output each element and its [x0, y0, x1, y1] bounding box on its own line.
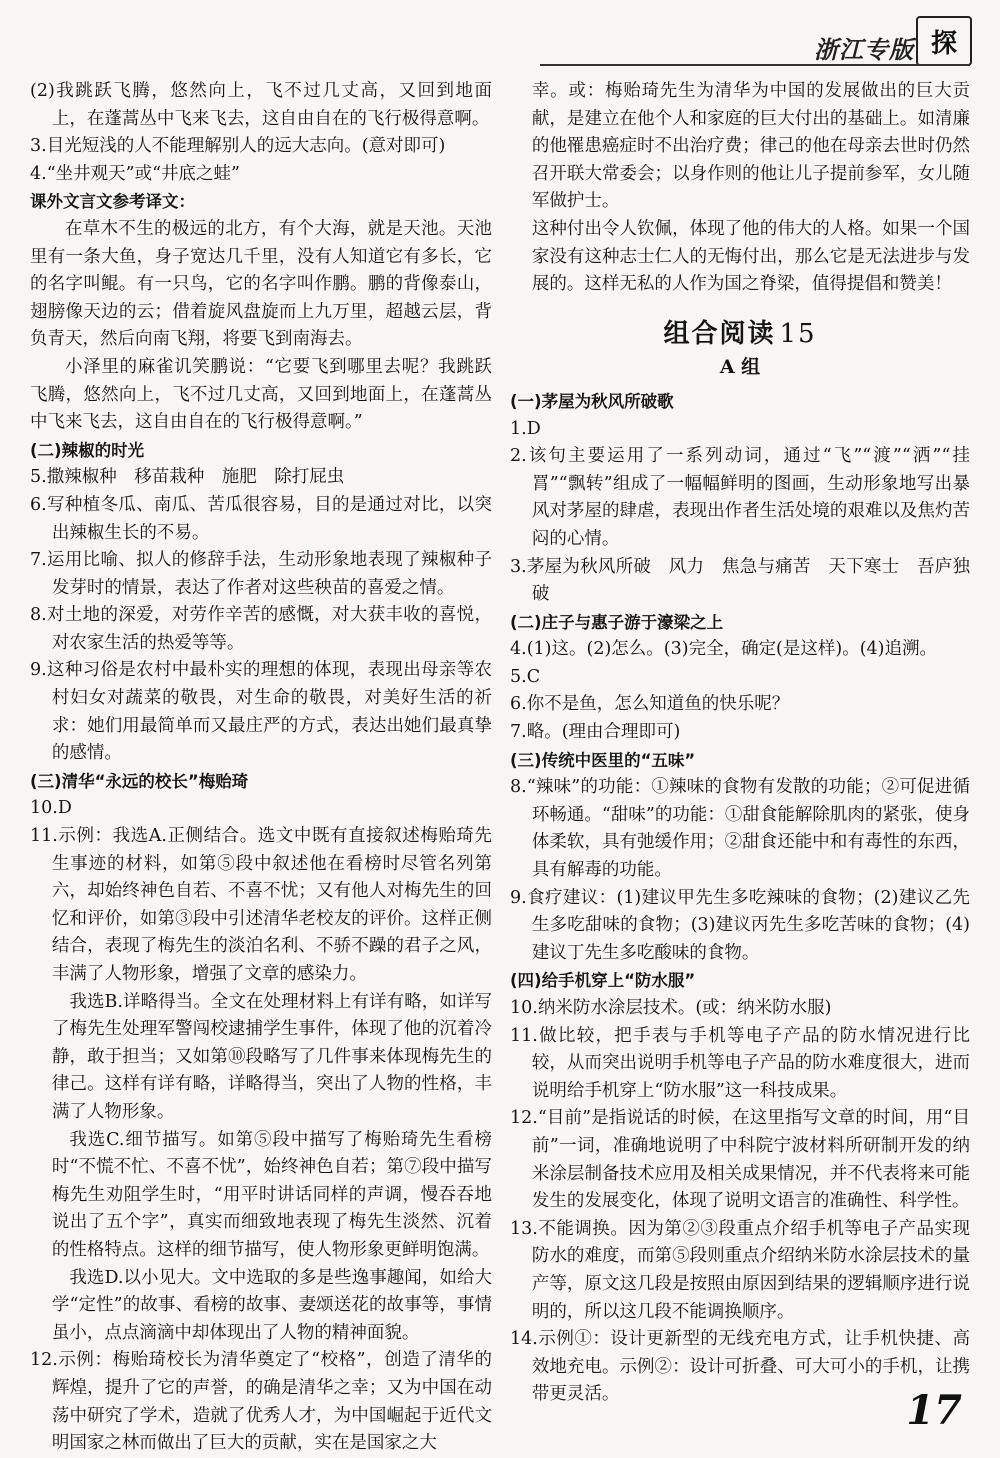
- answer-item: 7.略。(理由合理即可): [510, 722, 681, 743]
- section-heading: (一)茅屋为秋风所破歌: [510, 391, 674, 411]
- translation-paragraph: 小泽里的麻雀讥笑鹏说：“它要飞到哪里去呢？我跳跃飞腾，悠然向上，飞不过几丈高，又回到地面上，在蓬蒿丛中飞来飞去，这自由自在的飞行极得意啊。”: [30, 356, 492, 433]
- answer-item: 10.纳米防水涂层技术。(或：纳米防水服): [510, 998, 832, 1018]
- answer-list: [510, 388, 970, 1409]
- page-header: [0, 0, 1000, 72]
- answer-item: 5.C: [510, 666, 541, 687]
- section-heading: (三)传统中医里的“五味”: [510, 750, 696, 770]
- answer-item: 4.“坐井观天”或“井底之蛙”: [30, 163, 240, 184]
- answer-item: 5.撒辣椒种 移苗栽种 施肥 除打屁虫: [30, 467, 345, 488]
- section-heading: (二)庄子与惠子游于濠梁之上: [510, 612, 724, 632]
- answer-paragraph: 幸。或：梅贻琦先生为清华为中国的发展做出的巨大贡献，是建立在他个人和家庭的巨大付出的基础上。如清廉的他罹患癌症时不出治疗费；律己的他在母亲去世时仍然召开联大常委会；以身作则的他让儿子提前参军，女儿随军做护士。: [531, 81, 970, 212]
- answer-item: 10.D: [30, 798, 72, 819]
- answer-item: 12.“目前”是指说话的时候，在这里指写文章的时间，用“目前”一词，准确地说明了中科院宁波材料所研制开发的纳米涂层制备技术应用及相关成果情况，并不代表将来可能发生的发展变化，体现了说明文语言的准确性、科学性。: [510, 1108, 970, 1212]
- answer-paragraph: 我选B.详略得当。全文在处理材料上有详有略，如详写了梅先生处理军警闯校逮捕学生事件，体现了他的沉着冷静，敢于担当；又如第⑩段略写了几件事来体现梅先生的律己。这样有详有略，详略得当，突出了人物的性格，丰满了人物形象。: [51, 991, 492, 1122]
- answer-item: 6.写种植冬瓜、南瓜、苦瓜很容易，目的是通过对比，以突出辣椒生长的不易。: [30, 494, 492, 543]
- answer-item: 8.“辣味”的功能：①辣味的食物有发散的功能；②可促进循环畅通。“甜味”的功能：①甜食能解除肌肉的紧张，使身体柔软，具有弛缓作用；②甜食还能中和有毒性的东西，具有解毒的功能。: [510, 777, 970, 881]
- continued-answer: [510, 78, 970, 299]
- answer-item: 12.示例：梅贻琦校长为清华奠定了“校格”，创造了清华的辉煌，提升了它的声誉，的确是清华之幸；又为中国在动荡中研究了学术，造就了优秀人才，为中国崛起于近代文明国家之林而做出了巨大的贡献，实在是国家之大: [30, 1350, 492, 1454]
- edition-title: 浙江专版: [814, 36, 914, 64]
- answer-item: (2)我跳跃飞腾，悠然向上，飞不过几丈高，又回到地面上，在蓬蒿丛中飞来飞去，这自由自在的飞行极得意啊。: [30, 81, 492, 129]
- answer-item: 3.目光短浅的人不能理解别人的远大志向。(意对即可): [30, 136, 446, 157]
- section-heading: 课外文言文参考译文：: [30, 192, 195, 212]
- header-divider: [540, 64, 970, 66]
- right-column: [510, 78, 970, 1409]
- section-title: [510, 318, 970, 349]
- group-title: A 组: [719, 356, 761, 379]
- answer-item: 11.示例：我选A.正侧结合。选文中既有直接叙述梅贻琦先生事迹的材料，如第⑤段中叙述他在看榜时尽管名列第六，却始终神色自若、不喜不忧；又有他人对梅先生的回忆和评价，如第③段中引述清华老校友的评价。这样正侧结合，表现了梅先生的淡泊名利、不骄不躁的君子之风，丰满了人物形象，增强了文章的感染力。: [30, 826, 492, 984]
- section-heading: (三)清华“永远的校长”梅贻琦: [30, 771, 249, 791]
- answer-item: 11.做比较，把手表与手机等电子产品的防水情况进行比较，从而突出说明手机等电子产品的防水难度很大，进而说明给手机穿上“防水服”这一科技成果。: [510, 1025, 970, 1101]
- section-heading: (四)给手机穿上“防水服”: [510, 971, 696, 991]
- answer-paragraph: 这种付出令人钦佩，体现了他的伟大的人格。如果一个国家没有这种志士仁人的无悔付出，那么它是无法进步与发展的。这样无私的人作为国之脊梁，值得提倡和赞美！: [531, 218, 970, 295]
- answer-item: 3.茅屋为秋风所破 风力 焦急与痛苦 天下寒士 吾庐独破: [510, 556, 970, 605]
- translation-paragraph: 在草木不生的极远的北方，有个大海，就是天池。天池里有一条大鱼，身子宽达几千里，没有人知道它有多长，它的名字叫鲲。有一只鸟，它的名字叫作鹏。鹏的背像泰山，翅膀像天边的云；借着旋风盘旋而上九万里，超越云层，背负青天，然后向南飞翔，将要飞到南海去。: [30, 218, 492, 350]
- page-number: 17: [906, 1387, 962, 1434]
- answer-item: 6.你不是鱼，怎么知道鱼的快乐呢？: [510, 694, 790, 715]
- answer-paragraph: 我选C.细节描写。如第⑤段中描写了梅贻琦先生看榜时“不慌不忙、不喜不忧”，始终神色自若；第⑦段中描写梅先生劝阻学生时，“用平时讲话同样的声调，慢吞吞地说出了五个字”，真实而细致地表现了梅先生淡然、沉着的性格特点。这样的细节描写，使人物形象更鲜明饱满。: [51, 1129, 492, 1260]
- answer-item: 9.这种习俗是农村中最朴实的理想的体现，表现出母亲等农村妇女对蔬菜的敬畏，对生命的敬畏，对美好生活的祈求：她们用最简单而又最庄严的方式，表达出她们最真挚的感情。: [30, 660, 492, 764]
- answer-item: 14.示例①：设计更新型的无线充电方式，让手机快捷、高效地充电。示例②：设计可折叠、可大可小的手机，让携带更灵活。: [510, 1329, 970, 1405]
- answer-paragraph: 我选D.以小见大。文中选取的多是些逸事趣闻，如给大学“定性”的故事、看榜的故事、妻颂送花的故事等，事情虽小，点点滴滴中却体现出了人物的精神面貌。: [51, 1267, 492, 1343]
- answer-item: 9.食疗建议：(1)建议甲先生多吃辣味的食物；(2)建议乙先生多吃甜味的食物；(3)建议丙先生多吃苦味的食物；(4)建议丁先生多吃酸味的食物。: [510, 887, 970, 963]
- answer-item: 13.不能调换。因为第②③段重点介绍手机等电子产品实现防水的难度，而第⑤段则重点介绍纳米防水涂层技术的量产等，原文这几段是按照由原因到结果的逻辑顺序进行说明的，所以这几段不能调换顺序。: [510, 1218, 970, 1322]
- answer-item: 1.D: [510, 418, 541, 439]
- answer-item: 8.对土地的深爱，对劳作辛苦的感慨，对大获丰收的喜悦，对农家生活的热爱等等。: [30, 605, 492, 653]
- section-title-text: 组合阅读: [663, 318, 776, 349]
- brand-logo-icon: 探: [916, 16, 972, 66]
- section-heading: (二)辣椒的时光: [30, 440, 145, 460]
- answer-item: 7.运用比喻、拟人的修辞手法，生动形象地表现了辣椒种子发芽时的情景，表达了作者对这些秧苗的喜爱之情。: [30, 550, 492, 598]
- left-column: [30, 78, 492, 1458]
- section-number: 15: [779, 318, 817, 349]
- answer-item: 4.(1)这。(2)怎么。(3)完全，确定(是这样)。(4)追溯。: [510, 639, 938, 660]
- answer-item: 2.该句主要运用了一系列动词，通过“飞”“渡”“洒”“挂罥”“飘转”组成了一幅幅鲜明的图画，生动形象地写出暴风对茅屋的肆虐，表现出作者生活处境的艰难以及焦灼苦闷的心情。: [510, 446, 970, 549]
